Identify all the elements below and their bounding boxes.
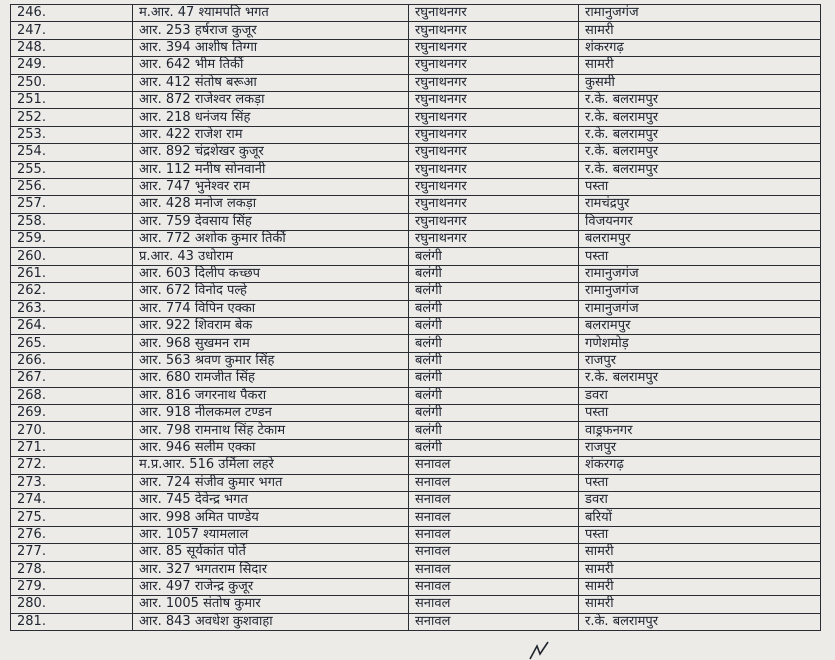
serial-number-cell: 272.	[11, 457, 133, 474]
current-posting-cell: रघुनाथनगर	[409, 126, 579, 143]
current-posting-cell: रघुनाथनगर	[409, 91, 579, 108]
current-posting-cell: सनावल	[409, 596, 579, 613]
new-posting-cell: सामरी	[579, 561, 821, 578]
table-row	[11, 439, 821, 456]
new-posting-cell: शंकरगढ़	[579, 39, 821, 56]
serial-number-cell: 260.	[11, 248, 133, 265]
current-posting-cell: रघुनाथनगर	[409, 74, 579, 91]
current-posting-cell: बलंगी	[409, 300, 579, 317]
new-posting-cell: बलरामपुर	[579, 318, 821, 335]
current-posting-cell: सनावल	[409, 457, 579, 474]
employee-name-cell: आर. 772 अशोक कुमार तिर्की	[133, 231, 409, 248]
new-posting-cell: र.के. बलरामपुर	[579, 144, 821, 161]
table-row	[11, 5, 821, 22]
serial-number-cell: 266.	[11, 352, 133, 369]
current-posting-cell: बलंगी	[409, 335, 579, 352]
employee-name-cell: आर. 412 संतोष बरूआ	[133, 74, 409, 91]
current-posting-cell: बलंगी	[409, 283, 579, 300]
current-posting-cell: सनावल	[409, 613, 579, 630]
current-posting-cell: रघुनाथनगर	[409, 196, 579, 213]
pen-mark	[528, 640, 550, 660]
current-posting-cell: रघुनाथनगर	[409, 213, 579, 230]
table-row	[11, 422, 821, 439]
new-posting-cell: रामानुजगंज	[579, 283, 821, 300]
new-posting-cell: राजपुर	[579, 352, 821, 369]
new-posting-cell: बलरामपुर	[579, 231, 821, 248]
employee-name-cell: आर. 428 मनोज लकड़ा	[133, 196, 409, 213]
new-posting-cell: पस्ता	[579, 178, 821, 195]
table-row	[11, 509, 821, 526]
new-posting-cell: सामरी	[579, 57, 821, 74]
employee-name-cell: आर. 745 देवेन्द्र भगत	[133, 491, 409, 508]
employee-name-cell: आर. 603 दिलीप कच्छप	[133, 265, 409, 282]
table-row	[11, 39, 821, 56]
new-posting-cell: बरियों	[579, 509, 821, 526]
new-posting-cell: र.के. बलरामपुर	[579, 161, 821, 178]
new-posting-cell: पस्ता	[579, 404, 821, 421]
serial-number-cell: 259.	[11, 231, 133, 248]
employee-name-cell: आर. 872 राजेश्वर लकड़ा	[133, 91, 409, 108]
current-posting-cell: बलंगी	[409, 439, 579, 456]
new-posting-cell: पस्ता	[579, 526, 821, 543]
employee-name-cell: आर. 327 भगतराम सिदार	[133, 561, 409, 578]
table-row	[11, 109, 821, 126]
employee-name-cell: आर. 422 राजेश राम	[133, 126, 409, 143]
table-row	[11, 178, 821, 195]
serial-number-cell: 269.	[11, 404, 133, 421]
serial-number-cell: 267.	[11, 370, 133, 387]
serial-number-cell: 281.	[11, 613, 133, 630]
new-posting-cell: डवरा	[579, 387, 821, 404]
employee-name-cell: आर. 774 विपिन एक्का	[133, 300, 409, 317]
employee-name-cell: आर. 497 राजेन्द्र कुजूर	[133, 578, 409, 595]
employee-name-cell: आर. 724 संजीव कुमार भगत	[133, 474, 409, 491]
transfer-table	[10, 4, 821, 631]
table-row	[11, 265, 821, 282]
current-posting-cell: सनावल	[409, 509, 579, 526]
serial-number-cell: 275.	[11, 509, 133, 526]
employee-name-cell: आर. 394 आशीष तिग्गा	[133, 39, 409, 56]
serial-number-cell: 264.	[11, 318, 133, 335]
table-row	[11, 370, 821, 387]
serial-number-cell: 270.	[11, 422, 133, 439]
new-posting-cell: रामानुजगंज	[579, 5, 821, 22]
serial-number-cell: 253.	[11, 126, 133, 143]
serial-number-cell: 273.	[11, 474, 133, 491]
new-posting-cell: सामरी	[579, 578, 821, 595]
current-posting-cell: रघुनाथनगर	[409, 144, 579, 161]
current-posting-cell: रघुनाथनगर	[409, 5, 579, 22]
table-row	[11, 474, 821, 491]
current-posting-cell: बलंगी	[409, 422, 579, 439]
employee-name-cell: म.आर. 47 श्यामपति भगत	[133, 5, 409, 22]
current-posting-cell: बलंगी	[409, 352, 579, 369]
current-posting-cell: सनावल	[409, 526, 579, 543]
current-posting-cell: बलंगी	[409, 387, 579, 404]
table-row	[11, 578, 821, 595]
current-posting-cell: सनावल	[409, 544, 579, 561]
employee-name-cell: आर. 85 सूर्यकांत पोर्ते	[133, 544, 409, 561]
table-row	[11, 335, 821, 352]
current-posting-cell: बलंगी	[409, 265, 579, 282]
serial-number-cell: 256.	[11, 178, 133, 195]
new-posting-cell: सामरी	[579, 22, 821, 39]
employee-name-cell: आर. 968 सुखमन राम	[133, 335, 409, 352]
employee-name-cell: आर. 1005 संतोष कुमार	[133, 596, 409, 613]
current-posting-cell: रघुनाथनगर	[409, 109, 579, 126]
new-posting-cell: र.के. बलरामपुर	[579, 370, 821, 387]
current-posting-cell: बलंगी	[409, 404, 579, 421]
employee-name-cell: आर. 922 शिवराम बेक	[133, 318, 409, 335]
serial-number-cell: 263.	[11, 300, 133, 317]
table-row	[11, 126, 821, 143]
employee-name-cell: आर. 672 विनोद पल्हे	[133, 283, 409, 300]
current-posting-cell: रघुनाथनगर	[409, 57, 579, 74]
serial-number-cell: 252.	[11, 109, 133, 126]
employee-name-cell: आर. 946 सलीम एक्का	[133, 439, 409, 456]
employee-name-cell: म.प्र.आर. 516 उर्मिला लहरे	[133, 457, 409, 474]
current-posting-cell: रघुनाथनगर	[409, 39, 579, 56]
table-row	[11, 457, 821, 474]
current-posting-cell: रघुनाथनगर	[409, 161, 579, 178]
current-posting-cell: बलंगी	[409, 318, 579, 335]
employee-name-cell: प्र.आर. 43 उधोराम	[133, 248, 409, 265]
employee-name-cell: आर. 918 नीलकमल टण्डन	[133, 404, 409, 421]
serial-number-cell: 271.	[11, 439, 133, 456]
table-row	[11, 526, 821, 543]
table-row	[11, 352, 821, 369]
serial-number-cell: 274.	[11, 491, 133, 508]
serial-number-cell: 279.	[11, 578, 133, 595]
employee-name-cell: आर. 680 रामजीत सिंह	[133, 370, 409, 387]
new-posting-cell: वाड्रफनगर	[579, 422, 821, 439]
employee-name-cell: आर. 798 रामनाथ सिंह टेकाम	[133, 422, 409, 439]
new-posting-cell: र.के. बलरामपुर	[579, 126, 821, 143]
table-row	[11, 561, 821, 578]
employee-name-cell: आर. 747 भुनेश्वर राम	[133, 178, 409, 195]
serial-number-cell: 280.	[11, 596, 133, 613]
serial-number-cell: 277.	[11, 544, 133, 561]
current-posting-cell: रघुनाथनगर	[409, 231, 579, 248]
new-posting-cell: र.के. बलरामपुर	[579, 109, 821, 126]
employee-name-cell: आर. 112 मनीष सोनवानी	[133, 161, 409, 178]
new-posting-cell: कुसमी	[579, 74, 821, 91]
new-posting-cell: सामरी	[579, 544, 821, 561]
employee-name-cell: आर. 1057 श्यामलाल	[133, 526, 409, 543]
serial-number-cell: 255.	[11, 161, 133, 178]
employee-name-cell: आर. 253 हर्षराज कुजूर	[133, 22, 409, 39]
serial-number-cell: 261.	[11, 265, 133, 282]
current-posting-cell: बलंगी	[409, 370, 579, 387]
current-posting-cell: बलंगी	[409, 248, 579, 265]
new-posting-cell: र.के. बलरामपुर	[579, 91, 821, 108]
serial-number-cell: 276.	[11, 526, 133, 543]
new-posting-cell: सामरी	[579, 596, 821, 613]
table-row	[11, 283, 821, 300]
serial-number-cell: 262.	[11, 283, 133, 300]
serial-number-cell: 254.	[11, 144, 133, 161]
employee-name-cell: आर. 642 भीम तिर्की	[133, 57, 409, 74]
table-row	[11, 22, 821, 39]
serial-number-cell: 247.	[11, 22, 133, 39]
serial-number-cell: 265.	[11, 335, 133, 352]
table-row	[11, 544, 821, 561]
employee-name-cell: आर. 892 चंद्रशेखर कुजूर	[133, 144, 409, 161]
serial-number-cell: 248.	[11, 39, 133, 56]
current-posting-cell: रघुनाथनगर	[409, 178, 579, 195]
table-row	[11, 74, 821, 91]
new-posting-cell: रामानुजगंज	[579, 265, 821, 282]
table-row	[11, 91, 821, 108]
table-row	[11, 300, 821, 317]
serial-number-cell: 251.	[11, 91, 133, 108]
current-posting-cell: सनावल	[409, 578, 579, 595]
current-posting-cell: रघुनाथनगर	[409, 22, 579, 39]
new-posting-cell: गणेशमोड़	[579, 335, 821, 352]
new-posting-cell: राजपुर	[579, 439, 821, 456]
table-row	[11, 387, 821, 404]
employee-name-cell: आर. 759 देवसाय सिंह	[133, 213, 409, 230]
table-row	[11, 491, 821, 508]
table-row	[11, 596, 821, 613]
serial-number-cell: 246.	[11, 5, 133, 22]
table-row	[11, 613, 821, 630]
employee-name-cell: आर. 816 जगरनाथ पैकरा	[133, 387, 409, 404]
table-row	[11, 318, 821, 335]
serial-number-cell: 258.	[11, 213, 133, 230]
table-row	[11, 161, 821, 178]
new-posting-cell: विजयनगर	[579, 213, 821, 230]
current-posting-cell: सनावल	[409, 561, 579, 578]
new-posting-cell: डवरा	[579, 491, 821, 508]
serial-number-cell: 257.	[11, 196, 133, 213]
serial-number-cell: 268.	[11, 387, 133, 404]
serial-number-cell: 278.	[11, 561, 133, 578]
new-posting-cell: रामचंद्रपुर	[579, 196, 821, 213]
table-row	[11, 231, 821, 248]
new-posting-cell: शंकरगढ़	[579, 457, 821, 474]
table-row	[11, 196, 821, 213]
employee-name-cell: आर. 998 अमित पाण्डेय	[133, 509, 409, 526]
employee-name-cell: आर. 218 धनंजय सिंह	[133, 109, 409, 126]
table-row	[11, 213, 821, 230]
new-posting-cell: रामानुजगंज	[579, 300, 821, 317]
new-posting-cell: र.के. बलरामपुर	[579, 613, 821, 630]
new-posting-cell: पस्ता	[579, 248, 821, 265]
table-row	[11, 404, 821, 421]
current-posting-cell: सनावल	[409, 474, 579, 491]
employee-name-cell: आर. 843 अवधेश कुशवाहा	[133, 613, 409, 630]
new-posting-cell: पस्ता	[579, 474, 821, 491]
table-body	[11, 5, 821, 631]
current-posting-cell: सनावल	[409, 491, 579, 508]
table-row	[11, 57, 821, 74]
serial-number-cell: 249.	[11, 57, 133, 74]
serial-number-cell: 250.	[11, 74, 133, 91]
table-row	[11, 248, 821, 265]
table-row	[11, 144, 821, 161]
employee-name-cell: आर. 563 श्रवण कुमार सिंह	[133, 352, 409, 369]
